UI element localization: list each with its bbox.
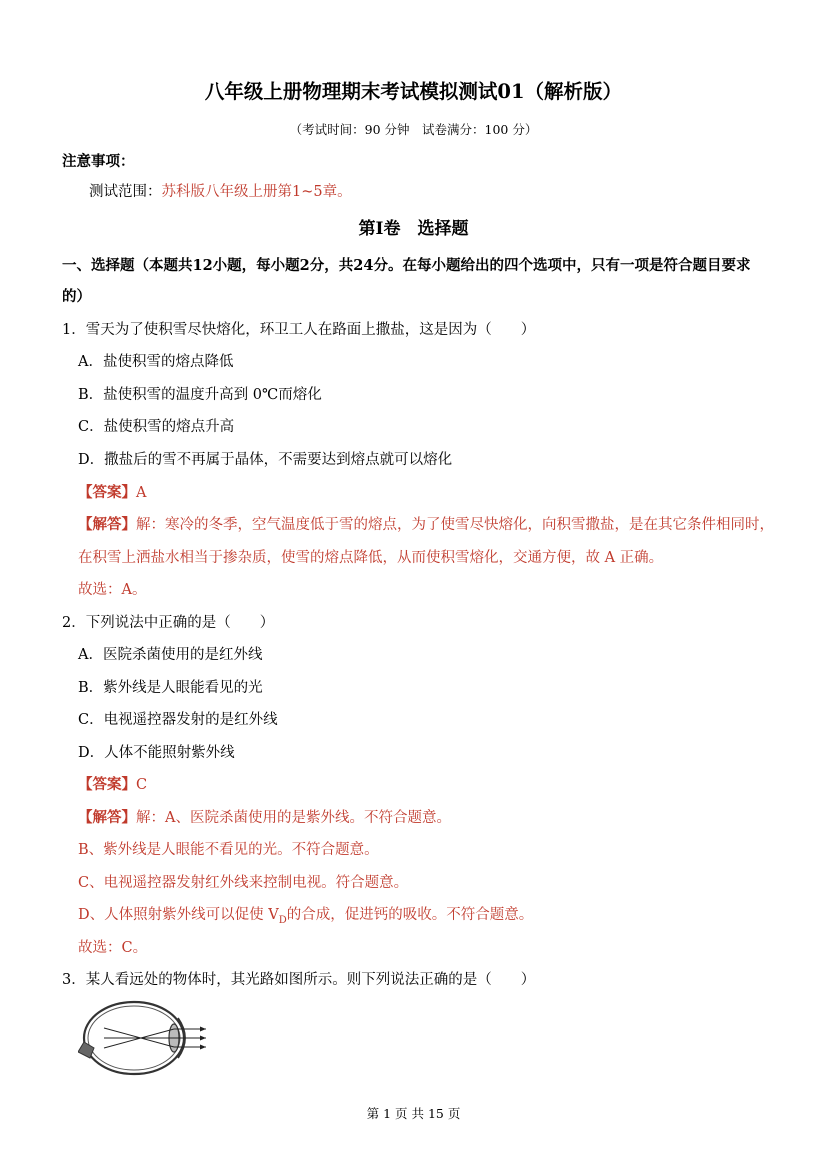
q2-option-a: A．医院杀菌使用的是红外线 <box>78 647 263 663</box>
part-one-heading-cont: 的） <box>62 288 91 305</box>
ray-arrow-2 <box>200 1036 206 1041</box>
ray-arrow-1 <box>200 1027 206 1032</box>
ray-arrow-3 <box>200 1045 206 1050</box>
q2-answer-label: 【答案】 <box>78 776 136 793</box>
vitamin-subscript: D <box>278 914 287 926</box>
notice-label: 注意事项： <box>62 153 135 170</box>
q1-option-c: C．盐使积雪的熔点升高 <box>78 419 235 435</box>
q1-answer <box>78 481 146 502</box>
q2-final-answer: 故选：C。 <box>78 940 148 956</box>
q1-stem: 1．雪天为了使积雪尽快熔化，环卫工人在路面上撒盐，这是因为（ ） <box>62 322 536 338</box>
test-scope <box>89 180 352 201</box>
q1-option-a: A．盐使积雪的熔点降低 <box>78 354 234 370</box>
q2-answer-value: C <box>136 777 148 793</box>
exam-meta: （考试时间：90 分钟 试卷满分：100 分） <box>289 122 538 137</box>
q1-answer-value: A <box>136 485 147 501</box>
page-footer: 第 1 页 共 15 页 <box>366 1106 461 1121</box>
q2-option-c: C．电视遥控器发射的是红外线 <box>78 712 278 728</box>
q2-explanation-4-b: 的合成，促进钙的吸收。不符合题意。 <box>286 907 534 923</box>
q2-explanation-3: C、电视遥控器发射红外线来控制电视。符合题意。 <box>78 875 409 891</box>
q1-explanation-2: 在积雪上洒盐水相当于掺杂质，使雪的熔点降低，从而使积雪熔化，交通方便，故 A 正确。 <box>78 550 664 566</box>
q2-explanation-1 <box>78 806 451 827</box>
q1-option-d: D．撒盐后的雪不再属于晶体，不需要达到熔点就可以熔化 <box>78 452 453 468</box>
q2-option-d: D．人体不能照射紫外线 <box>78 745 235 761</box>
q2-explanation-text: 解：A、医院杀菌使用的是紫外线。不符合题意。 <box>136 810 451 826</box>
scope-label: 测试范围： <box>89 184 162 200</box>
document-title: 八年级上册物理期末考试模拟测试01（解析版） <box>204 80 623 103</box>
part-one-heading: 一、选择题（本题共12小题，每小题2分，共24分。在每小题给出的四个选项中，只有一项是符合题目要求 <box>62 257 751 274</box>
q1-answer-label: 【答案】 <box>78 484 136 501</box>
q2-explanation-4 <box>78 903 533 926</box>
q3-stem: 3．某人看远处的物体时，其光路如图所示。则下列说法正确的是（ ） <box>62 972 536 988</box>
q1-explanation-label: 【解答】 <box>78 516 136 533</box>
eye-diagram-figure <box>78 998 210 1078</box>
q1-final-answer: 故选：A。 <box>78 582 147 598</box>
q2-stem: 2．下列说法中正确的是（ ） <box>62 615 275 631</box>
q2-explanation-2: B、紫外线是人眼能不看见的光。不符合题意。 <box>78 842 379 858</box>
q2-option-b: B．紫外线是人眼能看见的光 <box>78 680 263 696</box>
scope-value: 苏科版八年级上册第1~5章。 <box>161 184 352 200</box>
q2-explanation-label: 【解答】 <box>78 809 136 826</box>
q1-option-b: B．盐使积雪的温度升高到 0℃而熔化 <box>78 387 322 403</box>
q1-explanation-1 <box>78 513 774 534</box>
section-title: 第Ⅰ卷 选择题 <box>358 219 469 239</box>
q2-explanation-4-a: D、人体照射紫外线可以促使 V <box>78 907 279 923</box>
q2-answer <box>78 773 147 794</box>
q1-explanation-text: 解：寒冷的冬季，空气温度低于雪的熔点，为了使雪尽快熔化，向积雪撒盐，是在其它条件相同时， <box>136 517 774 533</box>
